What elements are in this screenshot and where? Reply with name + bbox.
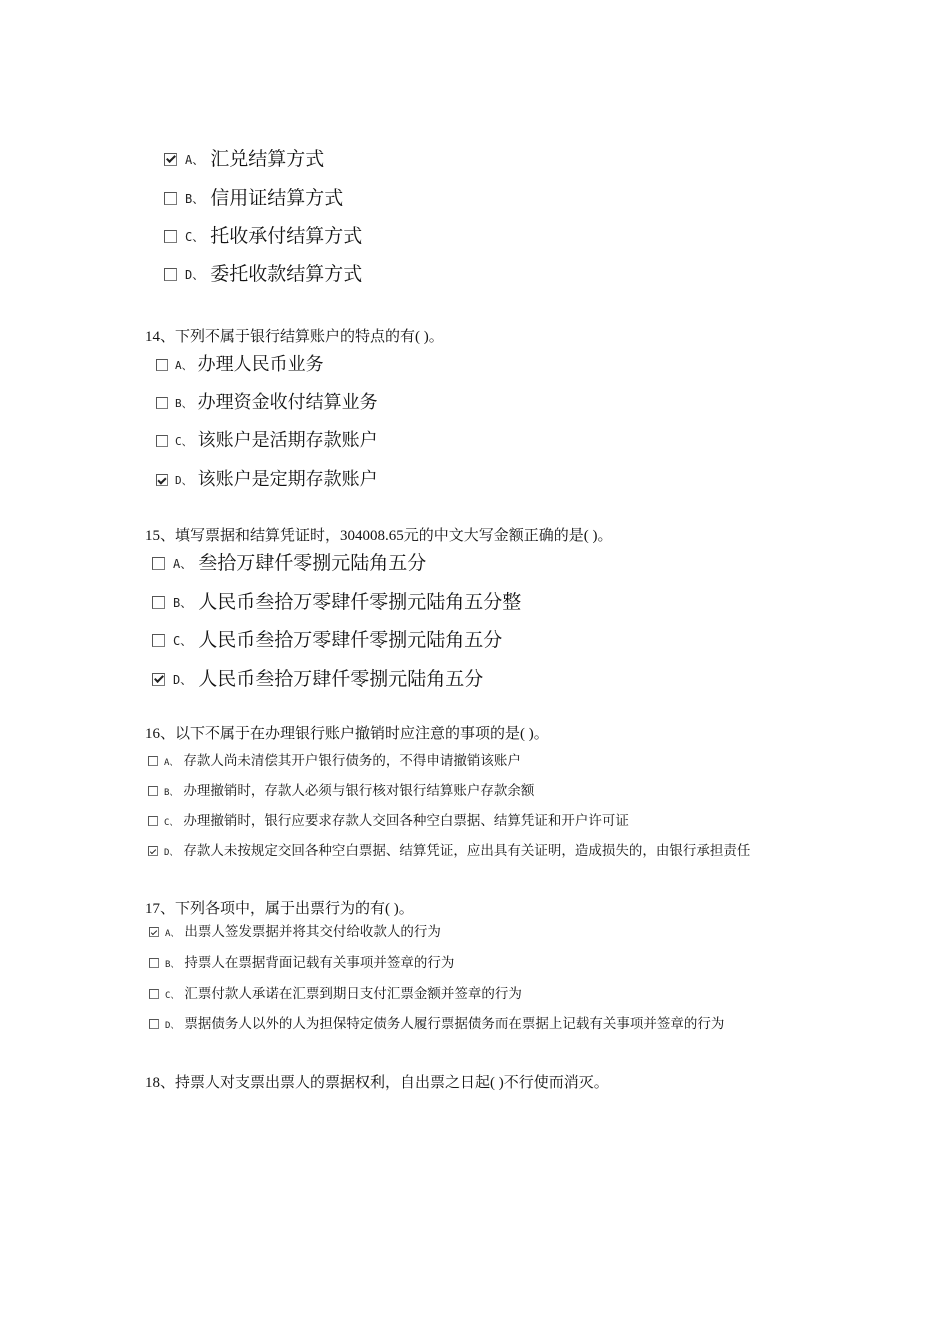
option-text: 汇票付款人承诺在汇票到期日支付汇票金额并签章的行为 [184,986,522,1002]
q14-option-b[interactable] [156,392,378,414]
option-letter: C、 [164,817,179,828]
checkbox[interactable] [149,1019,159,1029]
checkbox[interactable] [164,230,177,243]
checkbox[interactable] [149,958,159,968]
q14-title: 14、下列不属于银行结算账户的特点的有( )。 [145,329,444,345]
option-letter: B、 [165,959,180,970]
q13-option-b[interactable] [164,186,343,210]
check-mark-icon [157,475,166,484]
option-letter: A、 [164,757,179,768]
option-text: 叁拾万肆仟零捌元陆角五分 [198,552,427,574]
option-text: 办理人民币业务 [197,354,324,375]
option-text: 办理撤销时，银行应要求存款人交回各种空白票据、结算凭证和开户许可证 [183,813,629,829]
option-text: 人民币叁拾万零肆仟零捌元陆角五分整 [198,591,522,613]
checkbox[interactable] [152,596,165,609]
checkbox[interactable] [156,474,168,486]
option-text: 存款人未按规定交回各种空白票据、结算凭证，应出具有关证明，造成损失的，由银行承担责任 [183,843,751,859]
checkbox[interactable] [152,557,165,570]
option-letter: A、 [173,556,193,571]
option-text: 委托收款结算方式 [210,263,363,285]
checkbox[interactable] [148,786,158,796]
checkbox[interactable] [148,756,158,766]
checkbox[interactable] [152,673,165,686]
option-text: 人民币叁拾万零肆仟零捌元陆角五分 [198,629,503,651]
option-letter: C、 [173,633,193,648]
q17-option-a[interactable] [149,923,441,941]
check-mark-icon [151,928,157,934]
option-letter: B、 [173,595,193,610]
option-letter: C、 [185,229,205,244]
q15-option-b[interactable] [152,590,521,614]
check-mark-icon [166,153,176,163]
checkbox[interactable] [149,989,159,999]
option-text: 出票人签发票据并将其交付给收款人的行为 [184,924,441,940]
option-letter: C、 [175,435,193,448]
option-letter: D、 [164,847,179,858]
q17-title: 17、下列各项中，属于出票行为的有( )。 [145,901,414,917]
option-letter: C、 [165,990,180,1001]
checkbox[interactable] [164,153,177,166]
option-letter: D、 [185,267,205,282]
q14-option-d[interactable] [156,469,378,491]
option-text: 持票人在票据背面记载有关事项并签章的行为 [184,955,455,971]
q15-option-a[interactable] [152,551,426,575]
checkbox[interactable] [156,359,168,371]
option-letter: D、 [175,474,193,487]
q13-option-c[interactable] [164,224,362,248]
option-text: 存款人尚未清偿其开户银行债务的，不得申请撤销该账户 [183,753,521,769]
option-text: 人民币叁拾万肆仟零捌元陆角五分 [198,668,484,690]
q16-title: 16、以下不属于在办理银行账户撤销时应注意的事项的是( )。 [145,726,549,742]
q17-option-c[interactable] [149,985,522,1003]
check-mark-icon [150,847,156,853]
option-letter: A、 [165,928,180,939]
checkbox[interactable] [148,816,158,826]
checkbox[interactable] [156,397,168,409]
q16-option-b[interactable] [148,782,534,800]
option-letter: B、 [175,397,193,410]
option-letter: D、 [173,672,193,687]
option-text: 该账户是定期存款账户 [197,469,378,490]
q17-option-d[interactable] [149,1015,724,1033]
q15-option-c[interactable] [152,628,502,652]
checkbox[interactable] [149,927,159,937]
checkbox[interactable] [152,634,165,647]
option-letter: D、 [165,1020,180,1031]
option-letter: A、 [185,152,205,167]
q18-title: 18、持票人对支票出票人的票据权利，自出票之日起( )不行使而消灭。 [145,1075,609,1091]
checkbox[interactable] [156,435,168,447]
checkbox[interactable] [148,846,158,856]
checkbox[interactable] [164,192,177,205]
option-text: 票据债务人以外的人为担保特定债务人履行票据债务而在票据上记载有关事项并签章的行为 [184,1016,725,1032]
option-letter: A、 [175,359,193,372]
option-text: 托收承付结算方式 [210,225,363,247]
q15-option-d[interactable] [152,667,483,691]
option-letter: B、 [164,787,179,798]
q14-option-c[interactable] [156,430,378,452]
check-mark-icon [154,673,164,683]
q16-option-d[interactable] [148,842,750,860]
q16-option-a[interactable] [148,752,521,770]
q13-option-a[interactable] [164,147,324,171]
q15-title: 15、填写票据和结算凭证时，304008.65元的中文大写金额正确的是( )。 [145,528,613,544]
q17-option-b[interactable] [149,954,454,972]
option-letter: B、 [185,191,205,206]
option-text: 汇兑结算方式 [210,148,325,170]
checkbox[interactable] [164,268,177,281]
option-text: 信用证结算方式 [210,187,344,209]
option-text: 办理资金收付结算业务 [197,392,378,413]
q14-option-a[interactable] [156,354,324,376]
option-text: 办理撤销时，存款人必须与银行核对银行结算账户存款余额 [183,783,535,799]
option-text: 该账户是活期存款账户 [197,430,378,451]
q13-option-d[interactable] [164,262,362,286]
q16-option-c[interactable] [148,812,629,830]
